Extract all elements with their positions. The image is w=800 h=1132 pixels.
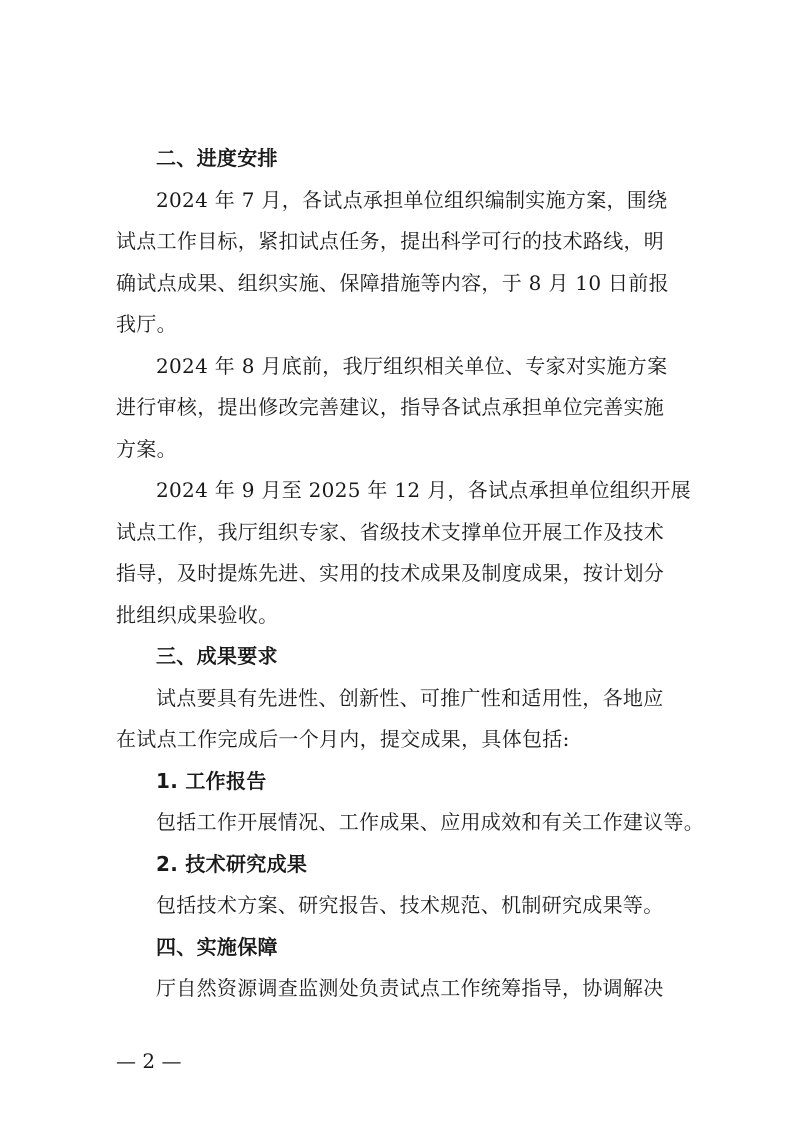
document-body xyxy=(116,138,705,1010)
section-heading: 三、成果要求 xyxy=(156,644,278,668)
section-heading: 二、进度安排 xyxy=(156,146,278,170)
paragraph-line: 试点工作目标，紧扣试点任务，提出科学可行的技术路线，明 xyxy=(116,229,665,253)
paragraph-line: 在试点工作完成后一个月内，提交成果，具体包括: xyxy=(116,727,570,751)
paragraph-line: 确试点成果、组织实施、保障措施等内容，于 8 月 10 日前报 xyxy=(116,270,669,295)
paragraph-line: 指导，及时提炼先进、实用的技术成果及制度成果，按计划分 xyxy=(116,561,665,585)
paragraph-line: 进行审核，提出修改完善建议，指导各试点承担单位完善实施 xyxy=(116,395,665,419)
paragraph-line: 包括技术方案、研究报告、技术规范、机制研究成果等。 xyxy=(156,893,664,917)
paragraph-line: 2024 年 7 月，各试点承担单位组织编制实施方案，围绕 xyxy=(156,187,668,212)
section-heading: 四、实施保障 xyxy=(156,934,278,959)
section-heading: 2. 技术研究成果 xyxy=(156,851,308,876)
paragraph-line: 包括工作开展情况、工作成果、应用成效和有关工作建议等。 xyxy=(156,810,705,834)
paragraph-line: 2024 年 8 月底前，我厅组织相关单位、专家对实施方案 xyxy=(156,353,668,378)
paragraph-line: 厅自然资源调查监测处负责试点工作统筹指导，协调解决 xyxy=(156,976,664,1000)
paragraph-line: 批组织成果验收。 xyxy=(116,602,279,627)
paragraph-line: 方案。 xyxy=(116,436,177,461)
paragraph-line: 试点工作，我厅组织专家、省级技术支撑单位开展工作及技术 xyxy=(116,519,665,544)
section-heading: 1. 工作报告 xyxy=(156,768,267,793)
page-number: — 2 — xyxy=(116,1049,182,1073)
paragraph-line: 我厅。 xyxy=(116,312,177,336)
paragraph-line: 2024 年 9 月至 2025 年 12 月，各试点承担单位组织开展 xyxy=(156,478,691,502)
paragraph-line: 试点要具有先进性、创新性、可推广性和适用性，各地应 xyxy=(156,685,664,710)
